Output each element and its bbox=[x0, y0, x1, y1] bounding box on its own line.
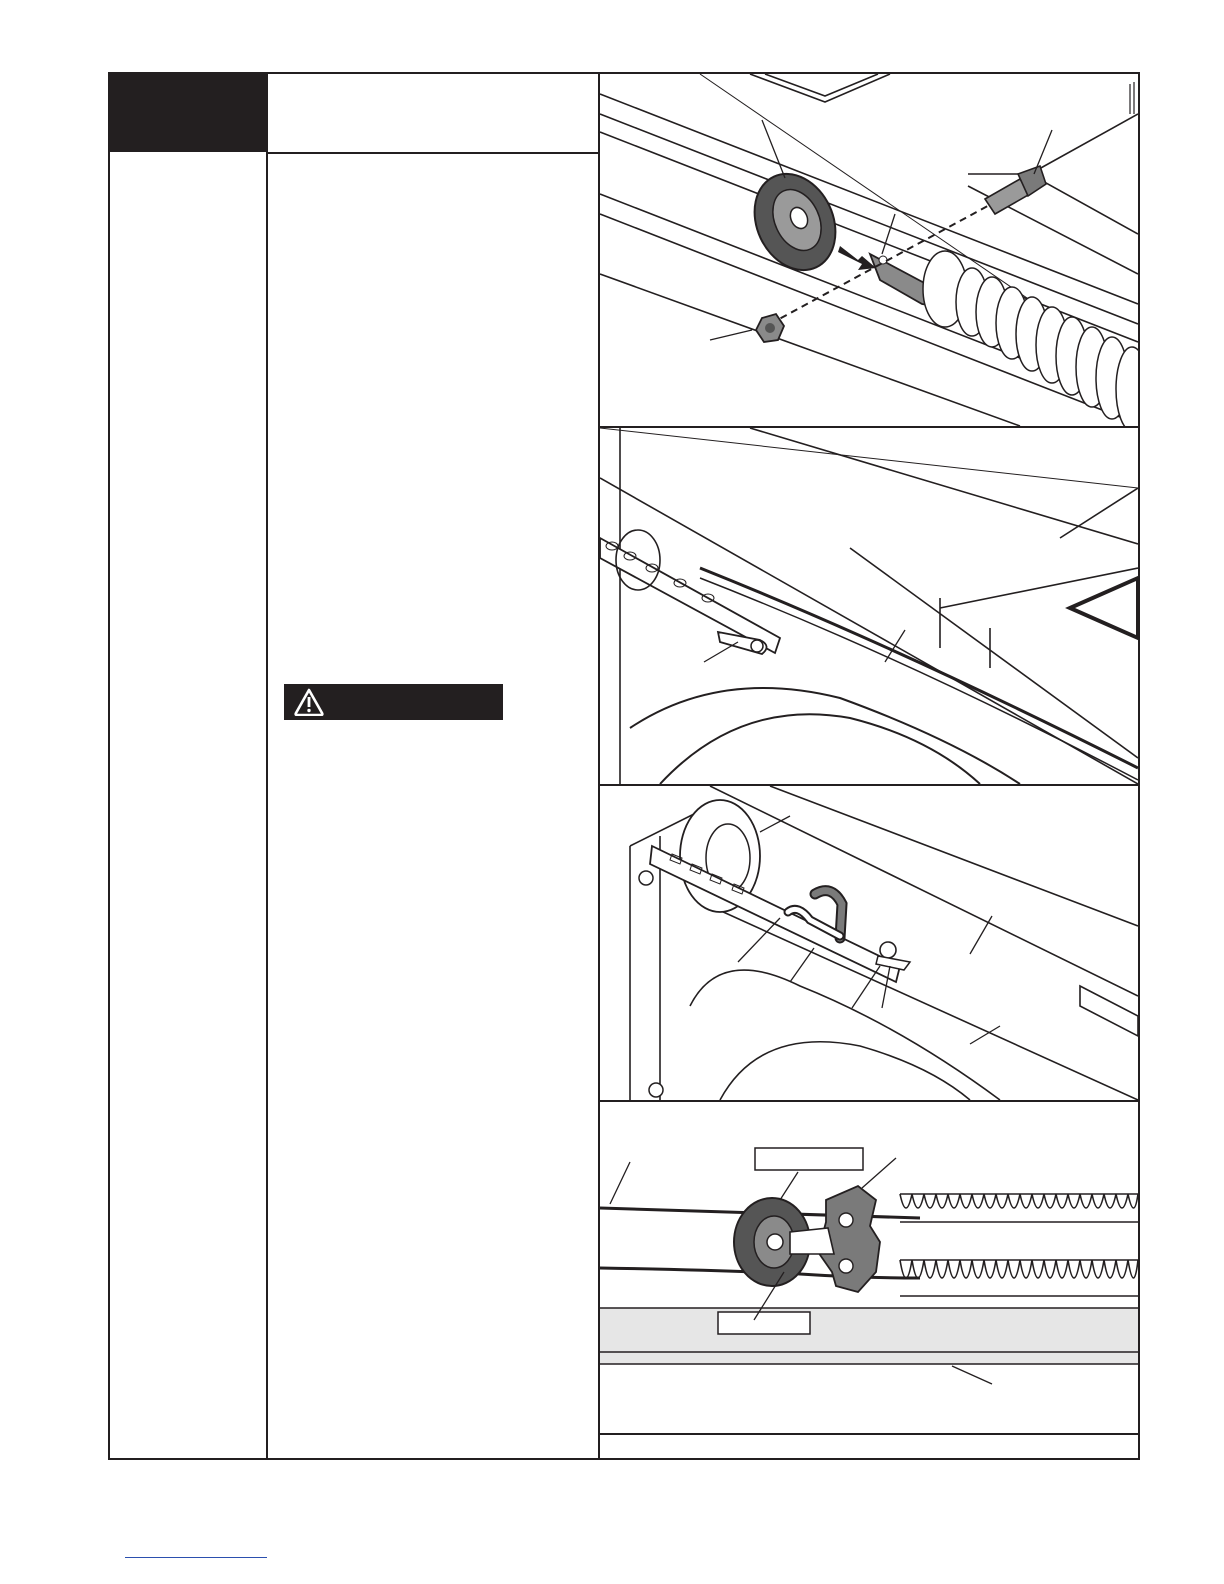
figure-4-spring-pulley bbox=[600, 1102, 1138, 1433]
figure-divider-4 bbox=[598, 1433, 1140, 1435]
figure-3-s-hook bbox=[600, 786, 1138, 1100]
extension-spring bbox=[923, 251, 1138, 426]
header-row-divider bbox=[266, 152, 599, 154]
figure-1-pulley-assembly bbox=[600, 74, 1138, 426]
callout-leaders bbox=[738, 816, 1000, 1044]
rail bbox=[600, 1308, 1138, 1364]
figure-2-cable-bracket bbox=[600, 428, 1138, 784]
label-box-bottom bbox=[718, 1312, 810, 1334]
hanging-bracket bbox=[600, 538, 780, 653]
footer-link-rule bbox=[125, 1557, 267, 1558]
bolt-head bbox=[649, 1083, 663, 1097]
step-header-block bbox=[110, 74, 267, 152]
warning-banner bbox=[284, 684, 503, 720]
pulley-clevis bbox=[790, 1228, 834, 1254]
extension-spring bbox=[900, 1194, 1138, 1296]
label-box-top bbox=[755, 1148, 863, 1170]
hex-nut bbox=[756, 314, 784, 342]
dark-opening bbox=[1070, 578, 1138, 638]
warning-triangle-icon bbox=[294, 688, 324, 716]
cable-eye bbox=[876, 942, 910, 970]
bolt-head bbox=[639, 871, 653, 885]
direction-arrow bbox=[838, 246, 876, 270]
hanging-bracket bbox=[650, 846, 900, 982]
column-divider-left bbox=[266, 74, 268, 1458]
cable bbox=[700, 568, 1138, 780]
pulley bbox=[739, 161, 850, 284]
